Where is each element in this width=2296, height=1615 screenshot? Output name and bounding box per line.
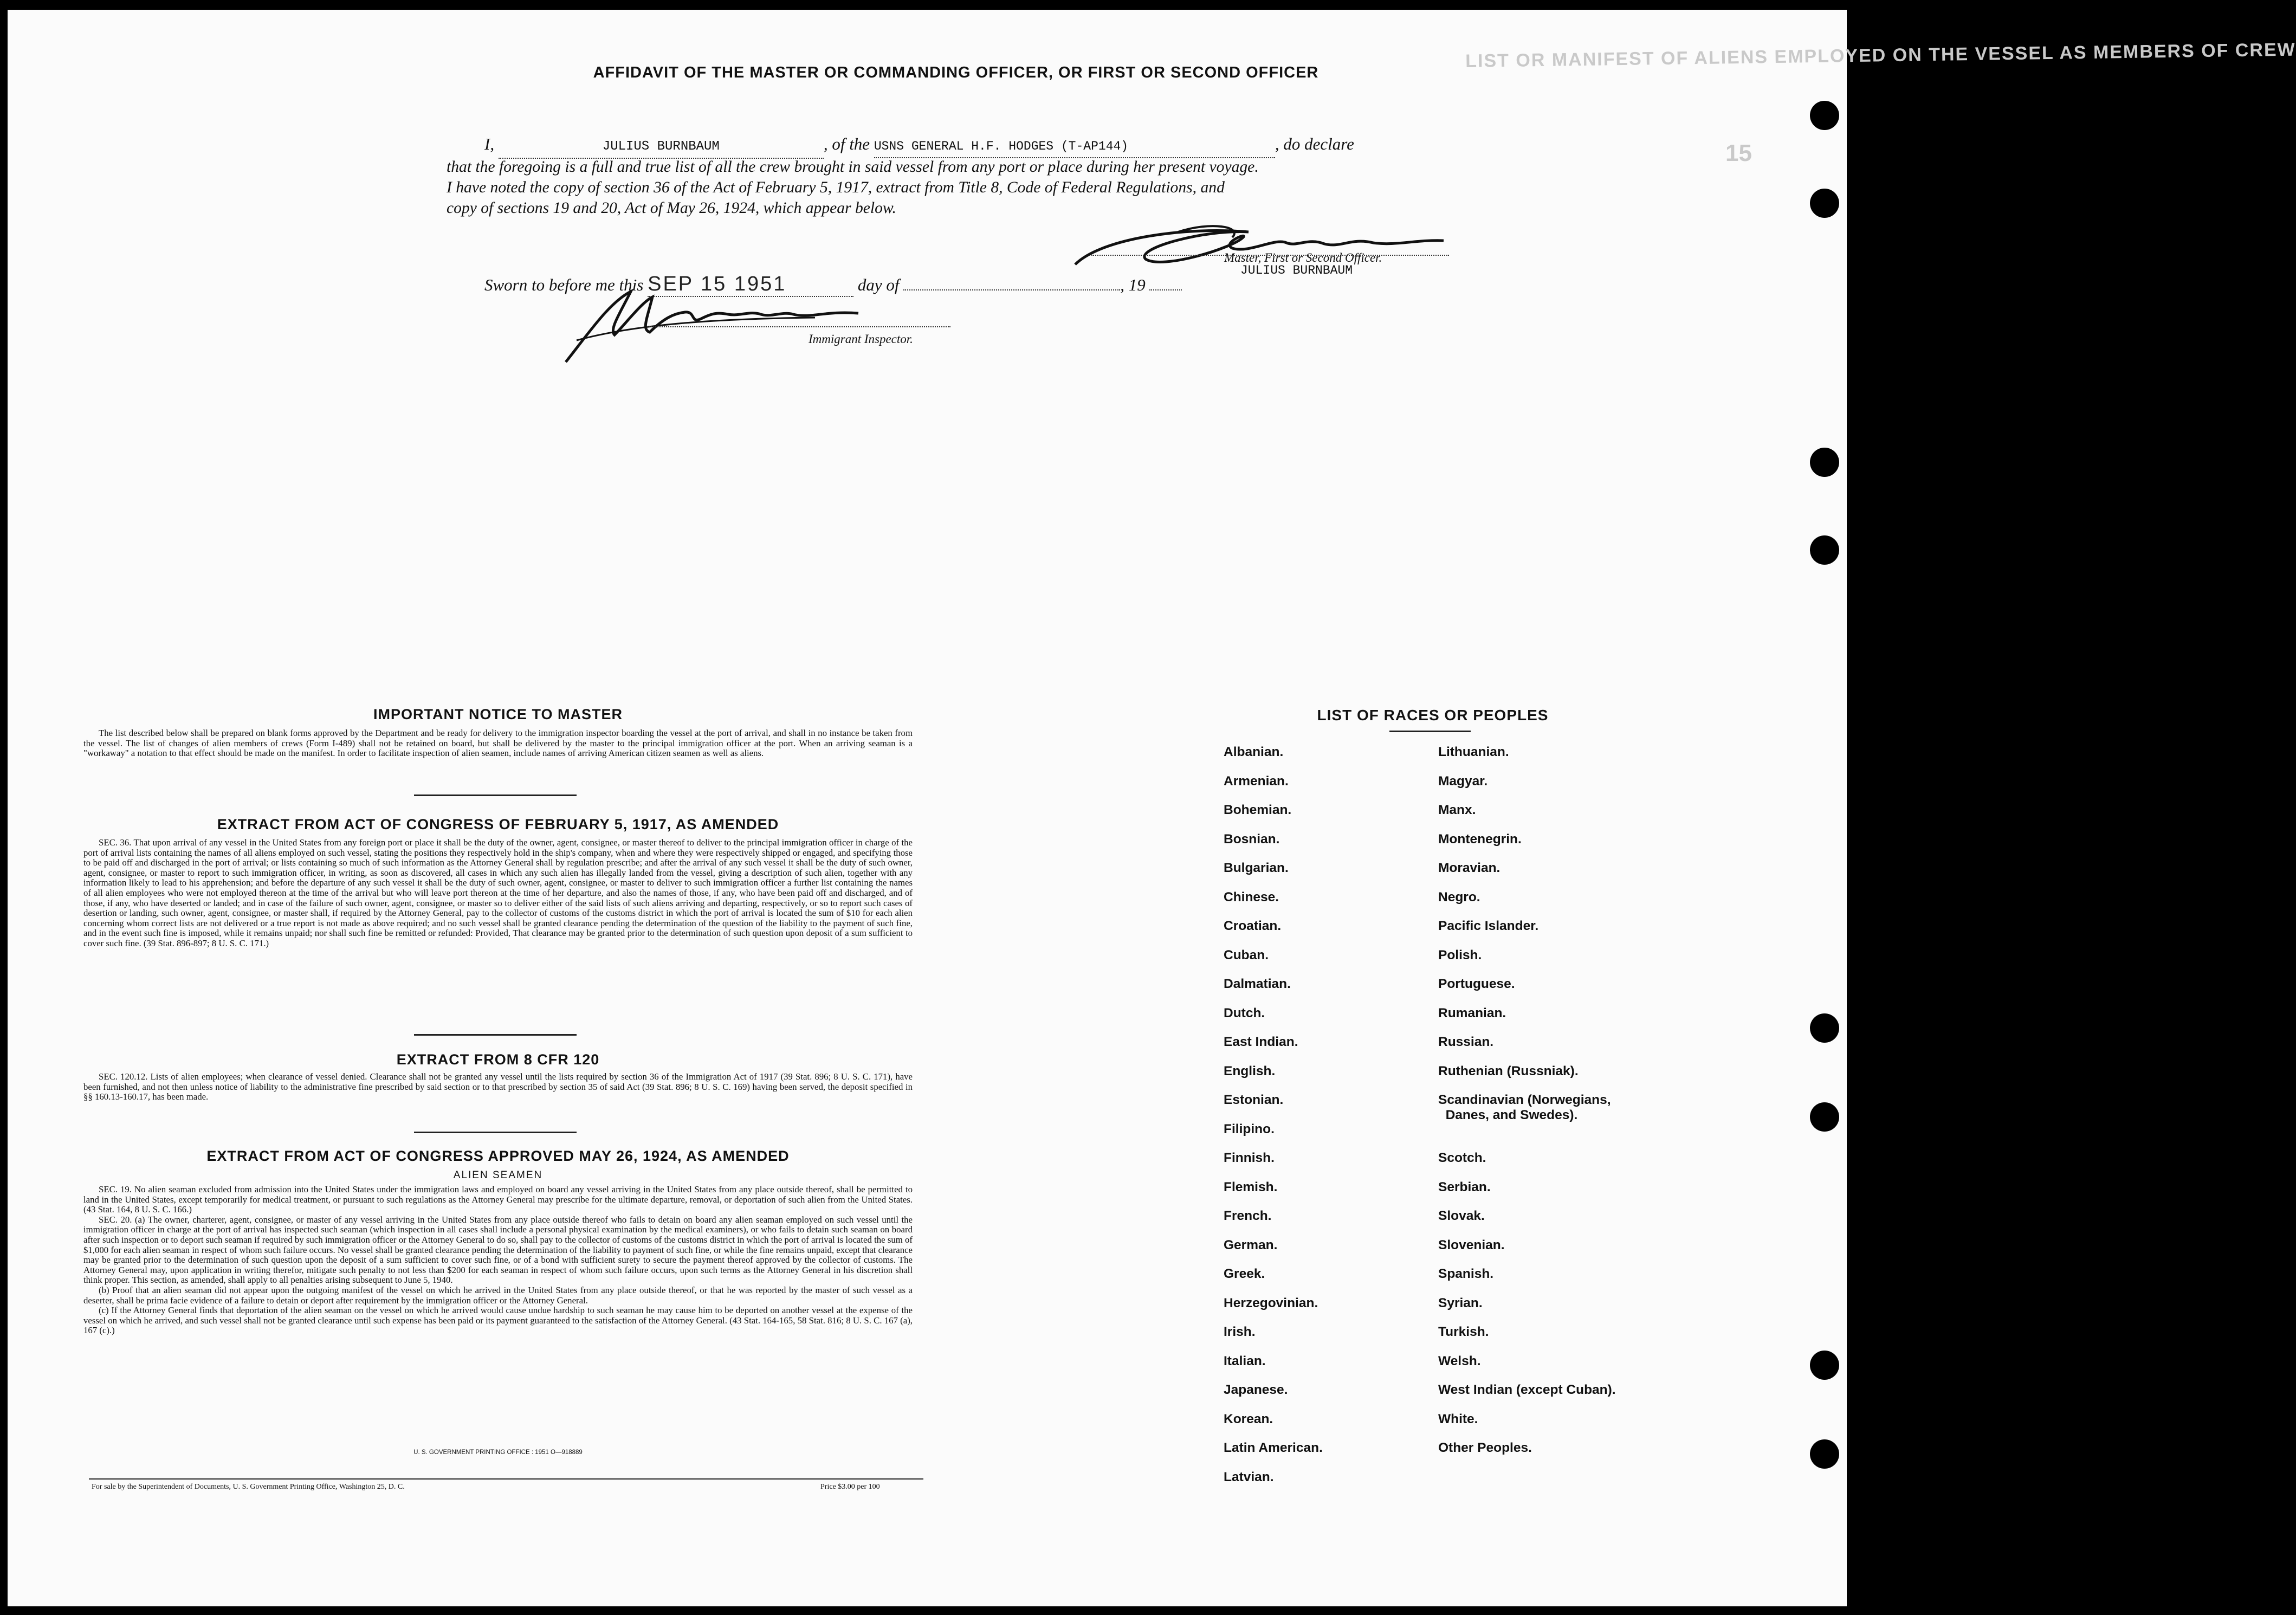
notice-text: The list described below shall be prepared on blank forms approved by the Department and be ready for delivery to the immigration inspector boarding the vessel at the port of arrival, and shall in no instance be taken from the vessel. The list of changes of alien members of crews (Form I-489) shall not be retained on board, but shall be delivered by the master to the principal immigration officer at the port. When an arriving seaman is a "workaway" a notation to that effect should be made on the manifest. In order to facilitate inspection of alien seamen, include names of arriving American citizen seamen as well as aliens. <box>83 728 913 759</box>
race-item: Chinese. <box>1224 889 1279 905</box>
year-prefix-label: , 19 <box>1120 275 1146 294</box>
race-item: Syrian. <box>1438 1295 1483 1310</box>
race-item: English. <box>1224 1063 1276 1078</box>
race-item: Montenegrin. <box>1438 831 1522 847</box>
sworn-year-field <box>1149 289 1182 290</box>
race-item: Bohemian. <box>1224 803 1292 817</box>
footer-left: For sale by the Superintendent of Documents, U. S. Government Printing Office, Washington 25, D. C. <box>92 1483 405 1491</box>
race-item: Flemish. <box>1224 1179 1278 1194</box>
extract-1917-title: EXTRACT FROM ACT OF CONGRESS OF FEBRUARY 5, 1917, AS AMENDED <box>217 816 779 832</box>
race-item: Turkish. <box>1438 1325 1489 1339</box>
section-20c-text: (c) If the Attorney General finds that deportation of the alien seaman on the vessel on which he arrived would cause undue hardship to such seaman he may cause him to be deported on another vessel at the expense of the vessel on which he arrived, and such vessel shall not be granted clearance until such expense has been paid or its payment guaranteed to the satisfaction of the Attorney General. (43 Stat. 164-165, 58 Stat. 816; 8 U. S. C. 167 (a), 167 (c).) <box>83 1305 913 1336</box>
extract-1917-text-block <box>83 838 913 949</box>
vessel-name-field <box>874 133 1275 158</box>
section-20a-text: SEC. 20. (a) The owner, charterer, agent, consignee, or master of any vessel arriving in the United States from any place outside thereof who fails to detain on board any alien seaman employed on such vessel until the immigration officer in charge at the port of arrival has inspected such seaman (which inspection in all cases shall include a personal physical examination by the medical examiners), or who fails to detain such seaman on board after such inspection or to deport such seaman if required by such immigration officer or the Attorney General to do so, shall pay to the collector of customs of the customs district in which the port of arrival is located the sum of $1,000 for each alien seaman in respect of whom such failure occurs. No vessel shall be granted clearance pending the determination of the liability to payment of such fine, or while the fine remains unpaid, except that clearance may be granted prior to the determination of such question upon the deposit of a sum sufficient to cover such fine, or of a bond with sufficient surety to secure the payment thereof approved by the collector of customs. The Attorney General may, upon application in writing therefor, mitigate such penalty to not less than $200 for each seaman in respect of whom such failure occurs, upon such terms as the Attorney General in his discretion shall think proper. This section, as amended, shall apply to all penalties arising subsequent to June 5, 1940. <box>83 1214 913 1285</box>
race-item: Irish. <box>1224 1325 1256 1339</box>
of-the-label: , of the <box>823 134 870 153</box>
affidavit-line-2: that the foregoing is a full and true list of all the crew brought in said vessel from any port or place during her present voyage. <box>447 158 1259 176</box>
sworn-month-field <box>903 289 1120 290</box>
race-item: Bosnian. <box>1224 831 1280 847</box>
divider <box>414 1034 577 1036</box>
race-item: Japanese. <box>1224 1383 1288 1397</box>
printing-office-line: U. S. GOVERNMENT PRINTING OFFICE : 1951 O—918889 <box>413 1449 583 1456</box>
affidavit-title: AFFIDAVIT OF THE MASTER OR COMMANDING OFFICER, OR FIRST OR SECOND OFFICER <box>593 64 1319 81</box>
do-declare-label: , do declare <box>1275 134 1354 153</box>
race-item: Korean. <box>1224 1411 1273 1426</box>
master-title: Master, First or Second Officer. <box>1224 251 1382 264</box>
extract-1924-text-block <box>83 1185 913 1336</box>
race-item: Other Peoples. <box>1438 1440 1532 1455</box>
date-stamp: SEP 15 1951 <box>648 273 787 295</box>
race-item: Bulgarian. <box>1224 861 1289 875</box>
race-item: White. <box>1438 1411 1478 1426</box>
affidavit-line-3: I have noted the copy of section 36 of the Act of February 5, 1917, extract from Title 8, Code of Federal Regulations, and <box>447 179 1225 196</box>
inspector-title: Immigrant Inspector. <box>809 332 913 346</box>
vessel-name: USNS GENERAL H.F. HODGES (T-AP144) <box>874 139 1129 153</box>
race-item: Welsh. <box>1438 1353 1481 1368</box>
extract-1917-text: SEC. 36. That upon arrival of any vessel in the United States from any foreign port or place it shall be the duty of the owner, agent, consignee, or master thereof to deliver to the principal immigration officer in charge of the port of arrival lists containing the names of all aliens employed on such vessel, stating the positions they respectively hold in the ship's company, when and where they were respectively shipped or engaged, and specifying those to be paid off and discharged in the port of arrival; or lists containing so much of such information as the Attorney General shall by regulation prescribe; and after the arrival of any such vessel it shall be the duty of such owner, agent, consignee, or master to report to such immigration officer, in writing, as soon as discovered, all cases in which any such alien has illegally landed from the vessel, giving a description of such alien, together with any information likely to lead to his apprehension; and before the departure of any such vessel it shall be the duty of such owner, agent, consignee, or master to deliver to such immigration officer a further list containing the names of all alien employees who were not employed thereon at the time of the arrival but who will leave port thereon at the time of her departure, and also the names of those, if any, who have been paid off and discharged, and of those, if any, who have deserted or landed; and in case of the failure of such owner, agent, consignee, or master so to deliver either of the said lists of such aliens arriving and departing, respectively, or so to report such cases of desertion or landing, such owner, agent, consignee, or master shall, if required by the Attorney General, pay to the collector of customs of the customs district in which the port of arrival is located the sum of $10 for each alien concerning whom correct lists are not delivered or a true report is not made as above required; and no such vessel shall be granted clearance pending the determination of the question of the liability to the payment of such fine, and in the event such fine is imposed, while it remains unpaid; nor shall such fine be remitted or refunded: Provided, That clearance may be granted prior to the determination of such question upon deposit of a sum sufficient to cover such fine. (39 Stat. 896-897; 8 U. S. C. 171.) <box>83 837 913 948</box>
race-item: Finnish. <box>1224 1151 1275 1165</box>
race-item: Latvian. <box>1224 1469 1274 1484</box>
master-typed-name: JULIUS BURNBAUM <box>1240 263 1353 277</box>
master-name: JULIUS BURNBAUM <box>602 139 720 154</box>
race-item: West Indian (except Cuban). <box>1438 1383 1616 1397</box>
master-name-field <box>499 133 824 159</box>
extract-cfr-text-block <box>83 1072 913 1102</box>
race-item: Herzegovinian. <box>1224 1295 1318 1310</box>
show-through-header: LIST OR MANIFEST OF ALIENS EMPLOYED ON THE VESSEL AS MEMBERS OF CREW <box>1465 39 2296 72</box>
race-item: Armenian. <box>1224 773 1289 789</box>
extract-1924-subtitle: ALIEN SEAMEN <box>453 1170 543 1181</box>
race-item: Scotch. <box>1438 1151 1486 1165</box>
race-item: Scandinavian (Norwegians, Danes, and Swedes). <box>1438 1093 1611 1122</box>
notice-text-block <box>83 728 913 759</box>
race-item: Rumanian. <box>1438 1005 1506 1020</box>
day-of-label: day of <box>857 275 900 294</box>
race-item: Pacific Islander. <box>1438 919 1539 933</box>
race-item: Serbian. <box>1438 1179 1491 1194</box>
race-item: Albanian. <box>1224 745 1284 759</box>
punch-hole <box>1810 1439 1839 1469</box>
race-item: Magyar. <box>1438 773 1488 789</box>
extract-1924-title: EXTRACT FROM ACT OF CONGRESS APPROVED MAY 26, 1924, AS AMENDED <box>206 1148 790 1164</box>
extract-cfr-text: SEC. 120.12. Lists of alien employees; when clearance of vessel denied. Clearance shall not be granted any vessel until the lists required by section 36 of the Immigration Act of 1917 (39 Stat. 896; 8 U. S. C. 171), have been furnished, and not then unless notice of liability to the administrative fine prescribed by said section or to that prescribed by section 35 of said Act (39 Stat. 896; 8 U. S. C. 169) having been served, the deposit specified in §§ 160.13-160.17, has been made. <box>83 1071 913 1102</box>
race-item: Filipino. <box>1224 1121 1275 1136</box>
punch-hole <box>1810 1102 1839 1132</box>
races-title: LIST OF RACES OR PEOPLES <box>1317 707 1549 723</box>
extract-cfr-title: EXTRACT FROM 8 CFR 120 <box>396 1051 600 1068</box>
affidavit-line-1 <box>484 133 1487 159</box>
race-item: Cuban. <box>1224 947 1269 962</box>
race-item: French. <box>1224 1209 1272 1223</box>
race-item: Moravian. <box>1438 861 1501 875</box>
punch-hole <box>1810 535 1839 565</box>
notice-title: IMPORTANT NOTICE TO MASTER <box>373 706 623 722</box>
race-item: Dalmatian. <box>1224 977 1291 991</box>
race-item: Slovenian. <box>1438 1237 1505 1252</box>
punch-hole <box>1810 448 1839 477</box>
race-item: Portuguese. <box>1438 977 1515 991</box>
race-item: Latin American. <box>1224 1440 1323 1455</box>
race-item: Italian. <box>1224 1353 1266 1368</box>
punch-hole <box>1810 101 1839 130</box>
document-page <box>8 10 2296 1606</box>
race-item: Ruthenian (Russniak). <box>1438 1063 1579 1078</box>
race-item: Negro. <box>1438 889 1480 905</box>
footer-rule <box>89 1478 923 1480</box>
divider <box>414 794 577 796</box>
affidavit-line-4: copy of sections 19 and 20, Act of May 26, 1924, which appear below. <box>447 199 896 217</box>
race-item: Spanish. <box>1438 1267 1494 1281</box>
section-19-text: SEC. 19. No alien seaman excluded from admission into the United States under the immigration laws and employed on board any vessel arriving in the United States from any place outside thereof, shall be permitted to land in the United States, except temporarily for medical treatment, or pursuant to such regulations as the Attorney General may prescribe for the ultimate departure, removal, or deportation of such alien from the United States. (43 Stat. 164, 8 U. S. C. 166.) <box>83 1184 913 1215</box>
race-item: Greek. <box>1224 1267 1265 1281</box>
race-item: Manx. <box>1438 803 1476 817</box>
punch-hole <box>1810 189 1839 218</box>
punch-hole <box>1810 1013 1839 1043</box>
divider <box>414 1132 577 1133</box>
race-item: Estonian. <box>1224 1093 1284 1107</box>
race-item: Dutch. <box>1224 1005 1265 1020</box>
race-item: Russian. <box>1438 1035 1494 1049</box>
i-label: I, <box>484 134 495 153</box>
section-20b-text: (b) Proof that an alien seaman did not appear upon the outgoing manifest of the vessel on which he arrived in the United States from any place outside thereof, or that he was reported by the master of such vessel as a deserter, shall be prima facie evidence of a failure to detain or deport after requirement by the immigration officer or the Attorney General. <box>83 1284 913 1306</box>
show-through-page-number: 15 <box>1725 140 1752 166</box>
sworn-label: Sworn to before me this <box>484 275 644 294</box>
race-item: Slovak. <box>1438 1209 1485 1223</box>
race-item: German. <box>1224 1237 1278 1252</box>
races-title-rule <box>1389 731 1471 732</box>
punch-hole <box>1810 1351 1839 1380</box>
race-item: Polish. <box>1438 947 1482 962</box>
race-item: Croatian. <box>1224 919 1282 933</box>
race-item: Lithuanian. <box>1438 745 1509 759</box>
race-item: East Indian. <box>1224 1035 1298 1049</box>
footer-right: Price $3.00 per 100 <box>820 1483 880 1491</box>
